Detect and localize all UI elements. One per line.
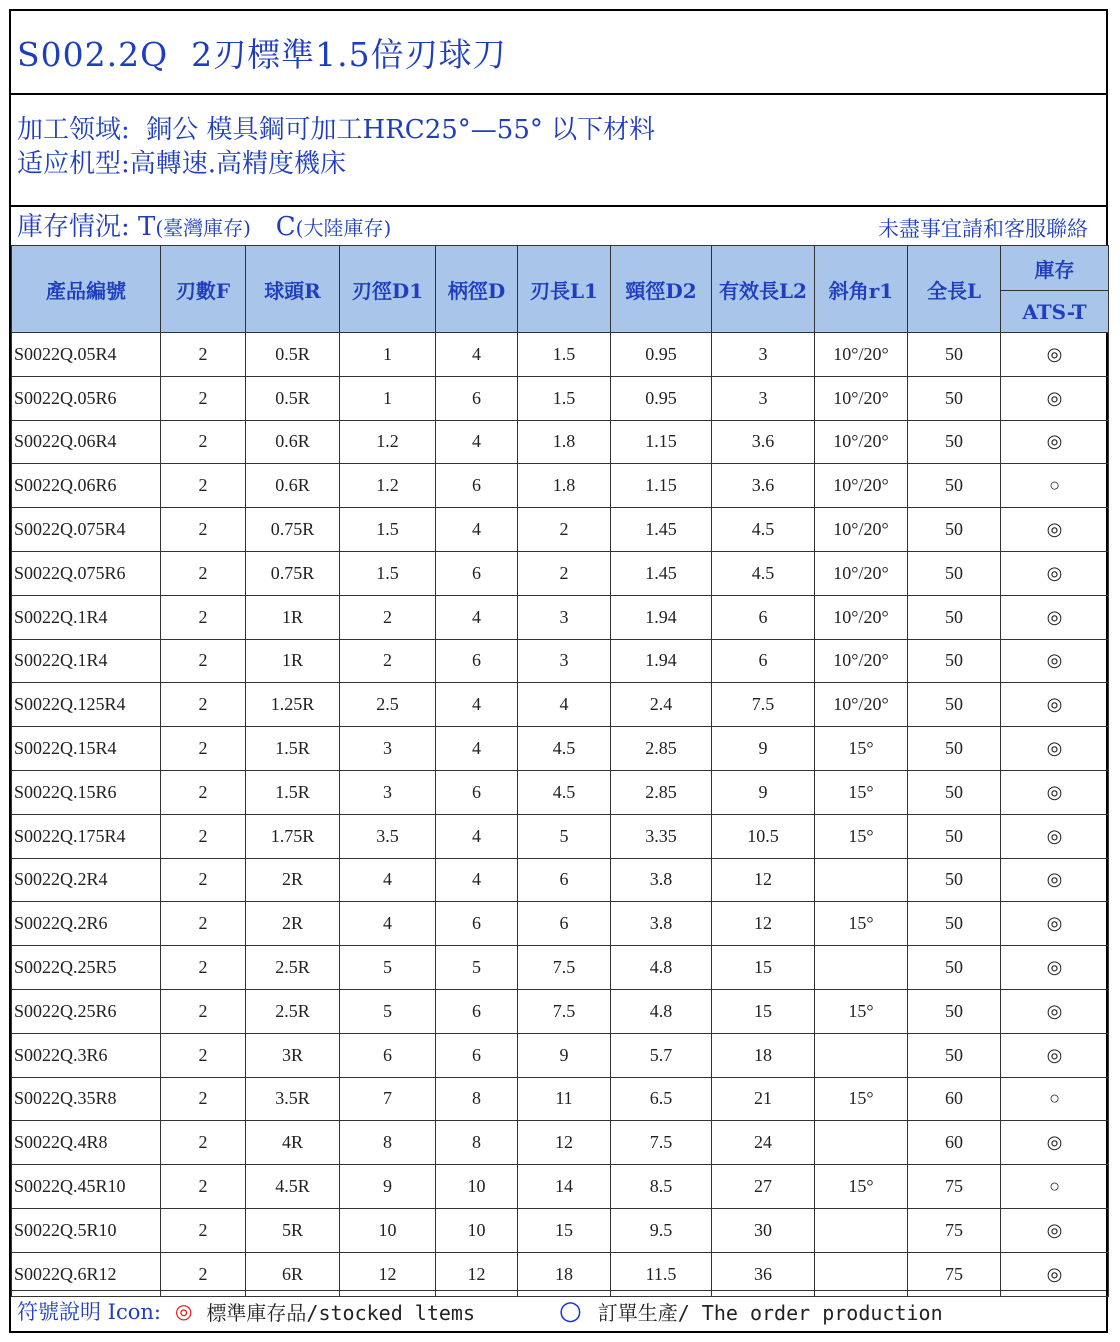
cell-angle: 10°/20° [815,420,908,464]
cell-d1: 5 [340,946,436,990]
cell-shank: 12 [436,1252,518,1296]
cell-l2: 15 [712,989,815,1033]
header-length: 全長L [908,246,1001,333]
cell-angle: 10°/20° [815,508,908,552]
cell-shank: 4 [436,858,518,902]
cell-shank: 4 [436,727,518,771]
cell-angle: 15° [815,727,908,771]
cell-shank: 6 [436,551,518,595]
cell-d1: 2 [340,639,436,683]
cell-ball: 3R [246,1033,340,1077]
info-band [11,95,1106,207]
stock-c-text: (大陸庫存) [295,216,392,240]
cell-length: 50 [908,989,1001,1033]
cell-l2: 15 [712,946,815,990]
contact-note: 未盡事宜請和客服聯絡 [878,217,1088,241]
spec-sheet [9,9,1108,1333]
stock-t-text: (臺灣庫存) [155,216,251,240]
cell-d2: 3.35 [611,814,712,858]
cell-l1: 1.8 [518,464,611,508]
cell-flutes: 2 [161,595,246,639]
cell-l1: 1.5 [518,333,611,377]
legend-stocked-text: 標準庫存品/stocked ltems [206,1300,476,1325]
page-title: S002.2Q 2刃標準1.5倍刃球刀 [17,34,507,74]
cell-shank: 6 [436,989,518,1033]
cell-l1: 5 [518,814,611,858]
cell-flutes: 2 [161,551,246,595]
cell-ball: 0.75R [246,508,340,552]
cell-shank: 10 [436,1165,518,1209]
cell-angle [815,858,908,902]
cell-length: 75 [908,1208,1001,1252]
cell-length: 50 [908,727,1001,771]
cell-angle: 10°/20° [815,639,908,683]
header-shank: 柄徑D [436,246,518,333]
cell-code: S0022Q.075R6 [12,551,161,595]
cell-length: 60 [908,1121,1001,1165]
cell-shank: 4 [436,333,518,377]
table-row [12,858,1109,902]
table-row [12,639,1109,683]
cell-l1: 1.5 [518,376,611,420]
cell-length: 50 [908,1033,1001,1077]
cell-angle: 15° [815,1077,908,1121]
cell-d1: 1.2 [340,464,436,508]
cell-ball: 4R [246,1121,340,1165]
cell-flutes: 2 [161,639,246,683]
machine-type-line: 适应机型:高轉速.高精度機床 [17,149,347,179]
cell-flutes: 2 [161,1077,246,1121]
cell-shank: 4 [436,508,518,552]
cell-l2: 9 [712,770,815,814]
cell-d1: 1 [340,333,436,377]
cell-l1: 14 [518,1165,611,1209]
header-l1: 刃長L1 [518,246,611,333]
cell-length: 75 [908,1252,1001,1296]
cell-shank: 4 [436,814,518,858]
cell-l1: 2 [518,508,611,552]
table-row [12,333,1109,377]
cell-d2: 1.94 [611,639,712,683]
cell-l2: 9 [712,727,815,771]
cell-ball: 0.5R [246,333,340,377]
stocked-item-icon: ◎ [1001,333,1109,377]
stocked-item-icon: ◎ [1001,989,1109,1033]
cell-angle: 10°/20° [815,595,908,639]
cell-shank: 6 [436,902,518,946]
cell-d1: 9 [340,1165,436,1209]
legend-label: 符號說明 Icon: [17,1300,161,1324]
cell-l2: 3.6 [712,464,815,508]
table-row [12,946,1109,990]
cell-shank: 4 [436,595,518,639]
cell-d2: 0.95 [611,333,712,377]
cell-length: 50 [908,858,1001,902]
stocked-item-icon: ◎ [1001,1121,1109,1165]
cell-code: S0022Q.4R8 [12,1121,161,1165]
cell-flutes: 2 [161,1121,246,1165]
cell-code: S0022Q.06R4 [12,420,161,464]
stock-status-label: 庫存情況: [17,212,130,242]
cell-l2: 10.5 [712,814,815,858]
cell-ball: 0.6R [246,464,340,508]
stocked-item-icon: ◎ [1001,727,1109,771]
table-row [12,1077,1109,1121]
stock-status [17,206,391,243]
cell-length: 50 [908,595,1001,639]
table-row [12,1121,1109,1165]
stocked-item-icon: ◎ [1001,1033,1109,1077]
cell-shank: 8 [436,1077,518,1121]
cell-d1: 2.5 [340,683,436,727]
legend-order-text: 訂單生產/ The order production [597,1300,943,1325]
cell-d1: 7 [340,1077,436,1121]
cell-d2: 7.5 [611,1121,712,1165]
table-header-row [12,246,1109,291]
cell-ball: 3.5R [246,1077,340,1121]
cell-code: S0022Q.2R6 [12,902,161,946]
stocked-item-icon: ◎ [1001,902,1109,946]
cell-d1: 8 [340,1121,436,1165]
cell-d2: 1.45 [611,551,712,595]
cell-d2: 4.8 [611,946,712,990]
cell-l2: 27 [712,1165,815,1209]
cell-shank: 6 [436,376,518,420]
stocked-item-icon: ◎ [1001,814,1109,858]
cell-ball: 2.5R [246,989,340,1033]
cell-d1: 1.5 [340,551,436,595]
cell-d1: 3.5 [340,814,436,858]
cell-l1: 11 [518,1077,611,1121]
stocked-item-icon: ◎ [1001,420,1109,464]
cell-flutes: 2 [161,1252,246,1296]
cell-shank: 4 [436,420,518,464]
cell-l2: 36 [712,1252,815,1296]
cell-d1: 5 [340,989,436,1033]
cell-l2: 21 [712,1077,815,1121]
stocked-item-icon: ◎ [1001,858,1109,902]
table-row [12,1208,1109,1252]
order-production-icon: ○ [1001,464,1109,508]
cell-code: S0022Q.05R4 [12,333,161,377]
cell-l1: 9 [518,1033,611,1077]
cell-code: S0022Q.5R10 [12,1208,161,1252]
table-row [12,551,1109,595]
stocked-item-icon: ◎ [1001,595,1109,639]
cell-code: S0022Q.1R4 [12,595,161,639]
cell-length: 50 [908,551,1001,595]
cell-angle [815,946,908,990]
cell-shank: 5 [436,946,518,990]
cell-angle [815,1121,908,1165]
stocked-item-icon: ◎ [1001,639,1109,683]
cell-shank: 6 [436,1033,518,1077]
cell-length: 50 [908,770,1001,814]
cell-d2: 1.15 [611,420,712,464]
table-row [12,814,1109,858]
cell-flutes: 2 [161,814,246,858]
stocked-item-icon: ◎ [1001,683,1109,727]
cell-d2: 4.8 [611,989,712,1033]
cell-shank: 6 [436,464,518,508]
cell-l2: 3 [712,376,815,420]
cell-length: 50 [908,683,1001,727]
cell-ball: 2R [246,902,340,946]
cell-d2: 2.85 [611,727,712,771]
cell-code: S0022Q.075R4 [12,508,161,552]
cell-l2: 6 [712,639,815,683]
cell-flutes: 2 [161,770,246,814]
cell-l2: 3.6 [712,420,815,464]
cell-flutes: 2 [161,1208,246,1252]
cell-angle [815,1208,908,1252]
cell-l2: 12 [712,858,815,902]
cell-d2: 2.85 [611,770,712,814]
cell-l2: 18 [712,1033,815,1077]
cell-d2: 1.15 [611,464,712,508]
cell-l1: 6 [518,858,611,902]
cell-d2: 3.8 [611,858,712,902]
cell-shank: 8 [436,1121,518,1165]
cell-flutes: 2 [161,989,246,1033]
cell-flutes: 2 [161,946,246,990]
cell-l2: 7.5 [712,683,815,727]
cell-l1: 7.5 [518,989,611,1033]
cell-flutes: 2 [161,858,246,902]
cell-d2: 3.8 [611,902,712,946]
table-row [12,1033,1109,1077]
cell-length: 60 [908,1077,1001,1121]
cell-flutes: 2 [161,683,246,727]
header-code: 產品編號 [12,246,161,333]
cell-flutes: 2 [161,902,246,946]
header-l2: 有效長L2 [712,246,815,333]
cell-l1: 6 [518,902,611,946]
cell-ball: 2.5R [246,946,340,990]
table-row [12,376,1109,420]
cell-length: 50 [908,902,1001,946]
cell-code: S0022Q.175R4 [12,814,161,858]
cell-l2: 6 [712,595,815,639]
header-flutes: 刃數F [161,246,246,333]
cell-d1: 4 [340,858,436,902]
cell-ball: 1.75R [246,814,340,858]
header-stock: 庫存 [1001,246,1109,291]
header-d2: 頸徑D2 [611,246,712,333]
cell-l1: 15 [518,1208,611,1252]
cell-l2: 24 [712,1121,815,1165]
order-symbol-icon: ○ [559,1296,582,1326]
stocked-item-icon: ◎ [1001,770,1109,814]
cell-angle: 15° [815,814,908,858]
cell-d2: 1.94 [611,595,712,639]
cell-code: S0022Q.05R6 [12,376,161,420]
cell-code: S0022Q.15R4 [12,727,161,771]
cell-code: S0022Q.25R6 [12,989,161,1033]
cell-shank: 4 [436,683,518,727]
cell-code: S0022Q.2R4 [12,858,161,902]
cell-angle: 15° [815,1165,908,1209]
cell-ball: 1.5R [246,770,340,814]
cell-angle: 10°/20° [815,683,908,727]
cell-length: 50 [908,639,1001,683]
cell-l2: 3 [712,333,815,377]
header-d1: 刃徑D1 [340,246,436,333]
stock-band [11,207,1106,245]
cell-d2: 2.4 [611,683,712,727]
table-row [12,989,1109,1033]
stocked-item-icon: ◎ [1001,946,1109,990]
cell-d1: 10 [340,1208,436,1252]
cell-l1: 2 [518,551,611,595]
cell-l1: 4 [518,683,611,727]
header-angle: 斜角r1 [815,246,908,333]
cell-ball: 1R [246,639,340,683]
cell-ball: 0.75R [246,551,340,595]
cell-code: S0022Q.3R6 [12,1033,161,1077]
cell-ball: 6R [246,1252,340,1296]
cell-angle: 10°/20° [815,551,908,595]
cell-angle: 10°/20° [815,333,908,377]
processing-field-line: 加工领域: 銅公 模具鋼可加工HRC25°—55° 以下材料 [17,115,656,145]
cell-l1: 1.8 [518,420,611,464]
header-stock-sub: ATS-T [1001,291,1109,333]
cell-flutes: 2 [161,376,246,420]
cell-code: S0022Q.125R4 [12,683,161,727]
cell-shank: 6 [436,770,518,814]
table-row [12,1165,1109,1209]
cell-length: 75 [908,1165,1001,1209]
cell-l1: 7.5 [518,946,611,990]
stocked-symbol-icon: ◎ [174,1299,193,1323]
cell-shank: 10 [436,1208,518,1252]
cell-flutes: 2 [161,333,246,377]
cell-ball: 0.6R [246,420,340,464]
cell-angle [815,1033,908,1077]
stocked-item-icon: ◎ [1001,1208,1109,1252]
cell-d2: 5.7 [611,1033,712,1077]
cell-ball: 0.5R [246,376,340,420]
table-row [12,727,1109,771]
cell-length: 50 [908,464,1001,508]
cell-l2: 30 [712,1208,815,1252]
order-production-icon: ○ [1001,1077,1109,1121]
cell-angle: 10°/20° [815,376,908,420]
cell-length: 50 [908,333,1001,377]
cell-angle: 15° [815,989,908,1033]
cell-l1: 3 [518,639,611,683]
cell-d2: 8.5 [611,1165,712,1209]
cell-angle: 15° [815,902,908,946]
table-row [12,508,1109,552]
cell-flutes: 2 [161,727,246,771]
table-row [12,902,1109,946]
cell-l2: 4.5 [712,551,815,595]
cell-ball: 1.25R [246,683,340,727]
cell-code: S0022Q.35R8 [12,1077,161,1121]
cell-l1: 18 [518,1252,611,1296]
cell-d1: 3 [340,770,436,814]
cell-d2: 9.5 [611,1208,712,1252]
cell-d2: 0.95 [611,376,712,420]
cell-d1: 6 [340,1033,436,1077]
cell-d1: 4 [340,902,436,946]
cell-ball: 5R [246,1208,340,1252]
cell-length: 50 [908,420,1001,464]
stocked-item-icon: ◎ [1001,1252,1109,1296]
header-ball: 球頭R [246,246,340,333]
title-band [11,11,1106,95]
cell-shank: 6 [436,639,518,683]
cell-code: S0022Q.15R6 [12,770,161,814]
legend [11,1290,1106,1331]
cell-l1: 4.5 [518,727,611,771]
cell-d1: 1.2 [340,420,436,464]
cell-length: 50 [908,946,1001,990]
cell-d2: 11.5 [611,1252,712,1296]
stocked-item-icon: ◎ [1001,551,1109,595]
cell-ball: 4.5R [246,1165,340,1209]
cell-flutes: 2 [161,1165,246,1209]
cell-l2: 12 [712,902,815,946]
table-row [12,464,1109,508]
cell-d1: 2 [340,595,436,639]
cell-flutes: 2 [161,508,246,552]
stock-c-code: C [250,212,296,242]
cell-code: S0022Q.25R5 [12,946,161,990]
cell-d1: 12 [340,1252,436,1296]
cell-d2: 1.45 [611,508,712,552]
order-production-icon: ○ [1001,1165,1109,1209]
table-row [12,420,1109,464]
table-row [12,683,1109,727]
cell-flutes: 2 [161,1033,246,1077]
stocked-item-icon: ◎ [1001,376,1109,420]
spec-table [11,245,1109,1297]
cell-length: 50 [908,508,1001,552]
cell-d2: 6.5 [611,1077,712,1121]
cell-ball: 2R [246,858,340,902]
cell-length: 50 [908,814,1001,858]
table-row [12,770,1109,814]
cell-code: S0022Q.45R10 [12,1165,161,1209]
cell-code: S0022Q.1R4 [12,639,161,683]
cell-l2: 4.5 [712,508,815,552]
cell-code: S0022Q.06R6 [12,464,161,508]
cell-l1: 4.5 [518,770,611,814]
cell-ball: 1.5R [246,727,340,771]
cell-d1: 3 [340,727,436,771]
cell-length: 50 [908,376,1001,420]
stock-t-code: T [129,212,156,242]
cell-flutes: 2 [161,464,246,508]
cell-d1: 1.5 [340,508,436,552]
cell-l1: 3 [518,595,611,639]
cell-d1: 1 [340,376,436,420]
cell-ball: 1R [246,595,340,639]
cell-code: S0022Q.6R12 [12,1252,161,1296]
table-body [12,333,1109,1297]
stocked-item-icon: ◎ [1001,508,1109,552]
table-row [12,595,1109,639]
cell-angle: 15° [815,770,908,814]
cell-flutes: 2 [161,420,246,464]
cell-angle: 10°/20° [815,464,908,508]
cell-l1: 12 [518,1121,611,1165]
